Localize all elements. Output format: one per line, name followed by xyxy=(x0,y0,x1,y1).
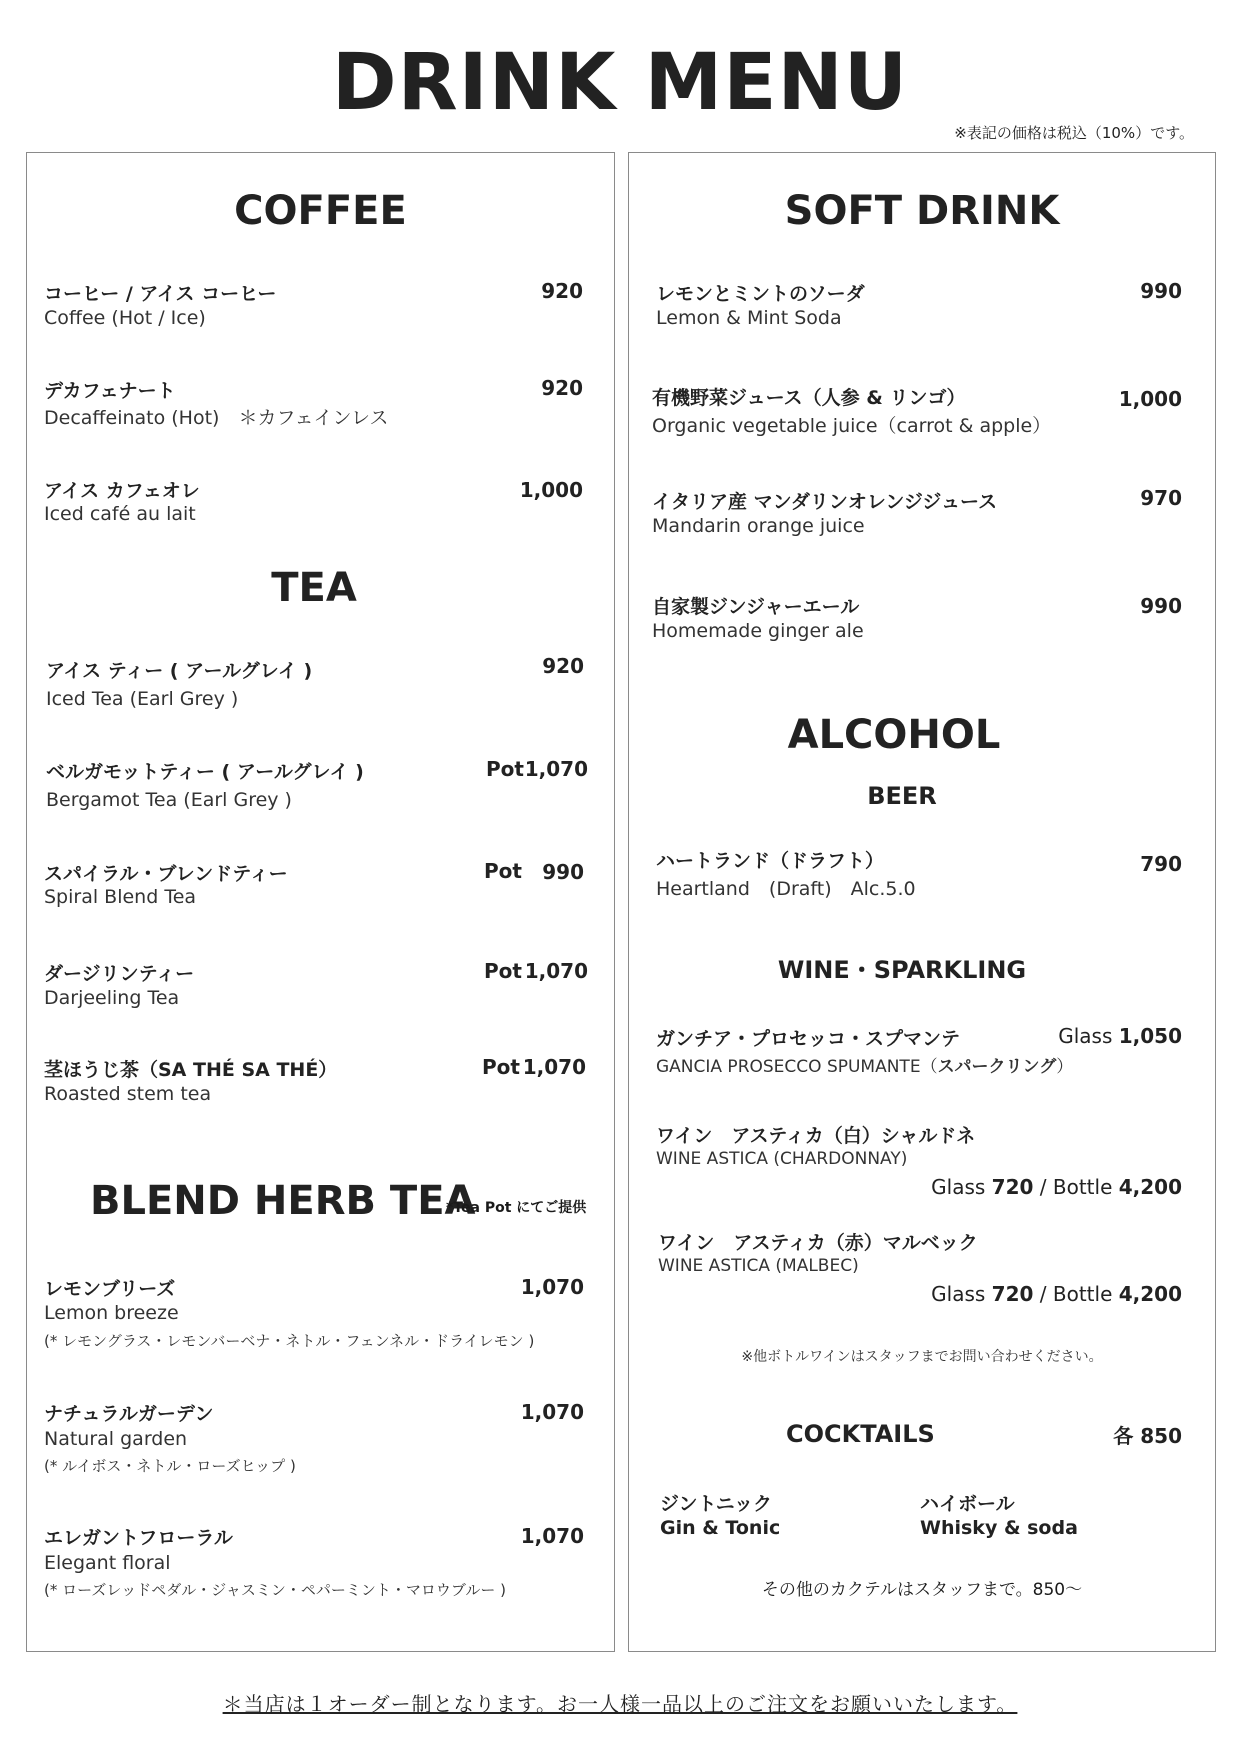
menu-item-jp: ワイン アスティカ（赤）マルベック xyxy=(658,1232,978,1254)
menu-item-price: 970 xyxy=(1140,486,1182,510)
menu-item-jp: イタリア産 マンダリンオレンジジュース xyxy=(652,491,998,513)
glass-bottle-price: Glass 720 / Bottle 4,200 xyxy=(931,1282,1182,1306)
menu-item-price: 1,070 xyxy=(524,959,588,983)
menu-item-price: 990 xyxy=(542,860,584,884)
cocktail-jp: ジントニック xyxy=(660,1493,773,1515)
menu-item-price: 1,070 xyxy=(524,757,588,781)
menu-item-price: 790 xyxy=(1140,852,1182,876)
beer-heading: BEER xyxy=(867,782,937,810)
menu-item-price: 1,000 xyxy=(1118,387,1182,411)
menu-item-jp: エレガントフローラル xyxy=(44,1527,233,1549)
menu-item-en: Darjeeling Tea xyxy=(44,987,180,1009)
menu-item-en: WINE ASTICA (CHARDONNAY) xyxy=(656,1149,908,1169)
menu-item-price: 990 xyxy=(1140,594,1182,618)
menu-item-en: GANCIA PROSECCO SPUMANTE（スパークリング） xyxy=(656,1057,1074,1077)
tax-note: ※表記の価格は税込（10%）です。 xyxy=(954,124,1194,142)
menu-item-price: 920 xyxy=(541,279,583,303)
menu-item-en: Natural garden xyxy=(44,1428,188,1450)
herb-tea-heading: BLEND HERB TEA xyxy=(90,1178,476,1224)
cocktail-jp: ハイボール xyxy=(920,1493,1015,1515)
menu-item-desc: (* レモングラス・レモンバーベナ・ネトル・フェンネル・ドライレモン ) xyxy=(44,1332,535,1350)
menu-item-en: Homemade ginger ale xyxy=(652,620,864,642)
coffee-heading: COFFEE xyxy=(234,188,407,234)
menu-item-jp: アイス ティー ( アールグレイ ) xyxy=(46,660,313,682)
menu-item-jp: コーヒー / アイス コーヒー xyxy=(44,283,277,305)
menu-item-en: Roasted stem tea xyxy=(44,1083,212,1105)
cocktail-en: Gin & Tonic xyxy=(660,1517,781,1539)
menu-item-price: 1,070 xyxy=(522,1055,586,1079)
menu-item-jp: デカフェナート xyxy=(44,380,176,402)
menu-item-en: Iced café au lait xyxy=(44,503,196,525)
menu-item-jp: レモンとミントのソーダ xyxy=(656,283,865,305)
footer-note: ＊当店は１オーダー制となります。お一人様一品以上のご注文をお願いいたします。 xyxy=(222,1692,1018,1716)
menu-item-jp: ベルガモットティー ( アールグレイ ) xyxy=(46,761,364,783)
tea-heading: TEA xyxy=(271,565,357,611)
menu-item-en: Spiral Blend Tea xyxy=(44,886,197,908)
cocktail-note: その他のカクテルはスタッフまで。850〜 xyxy=(761,1580,1083,1600)
menu-item-jp: ナチュラルガーデン xyxy=(44,1403,214,1425)
menu-item-price: 920 xyxy=(542,654,584,678)
menu-item-jp: 有機野菜ジュース（人参 & リンゴ） xyxy=(652,387,966,409)
menu-item-desc: (* ルイボス・ネトル・ローズヒップ ) xyxy=(44,1457,296,1475)
menu-item-en: Mandarin orange juice xyxy=(652,515,865,537)
menu-item-en: Iced Tea (Earl Grey ) xyxy=(46,688,239,710)
menu-item-jp: 茎ほうじ茶（SA THÉ SA THÉ） xyxy=(44,1059,338,1081)
menu-item-jp: ワイン アスティカ（白）シャルドネ xyxy=(656,1125,976,1147)
pot-label: Pot xyxy=(484,859,522,883)
menu-item-en: Coffee (Hot / Ice) xyxy=(44,307,206,329)
menu-item-desc: (* ローズレッドペダル・ジャスミン・ペパーミント・マロウブルー ) xyxy=(44,1581,506,1599)
menu-item-en: Elegant floral xyxy=(44,1552,171,1574)
glass-price: Glass 1,050 xyxy=(1058,1024,1182,1048)
menu-item-en: Bergamot Tea (Earl Grey ) xyxy=(46,789,292,811)
wine-note: ※他ボトルワインはスタッフまでお問い合わせください。 xyxy=(741,1349,1103,1365)
menu-item-price: 1,000 xyxy=(519,478,583,502)
herb-tea-note: *Tea Pot にてご提供 xyxy=(446,1200,587,1216)
menu-item-en: Lemon & Mint Soda xyxy=(656,307,842,329)
menu-item-jp: ダージリンティー xyxy=(44,963,195,985)
menu-item-jp: ハートランド（ドラフト） xyxy=(656,850,885,872)
menu-item-en: Lemon breeze xyxy=(44,1302,179,1324)
menu-item-jp: ガンチア・プロセッコ・スプマンテ xyxy=(656,1028,961,1050)
menu-item-jp: アイス カフェオレ xyxy=(44,480,200,502)
menu-item-en: Organic vegetable juice（carrot & apple） xyxy=(652,415,1052,437)
menu-item-jp: 自家製ジンジャーエール xyxy=(652,596,860,618)
menu-item-en: WINE ASTICA (MALBEC) xyxy=(658,1256,859,1276)
menu-item-price: 1,070 xyxy=(520,1524,584,1548)
menu-item-en: Heartland (Draft) Alc.5.0 xyxy=(656,878,916,900)
pot-label: Pot xyxy=(486,757,524,781)
cocktail-price: 各 850 xyxy=(1113,1424,1182,1448)
pot-label: Pot xyxy=(484,959,522,983)
menu-item-price: 1,070 xyxy=(520,1275,584,1299)
cocktail-en: Whisky & soda xyxy=(920,1517,1078,1539)
cocktails-heading: COCKTAILS xyxy=(786,1420,935,1448)
menu-item-price: 1,070 xyxy=(520,1400,584,1424)
pot-label: Pot xyxy=(482,1055,520,1079)
alcohol-heading: ALCOHOL xyxy=(787,712,1001,758)
menu-item-en: Decaffeinato (Hot) ＊カフェインレス xyxy=(44,407,389,429)
menu-item-price: 920 xyxy=(541,376,583,400)
glass-bottle-price: Glass 720 / Bottle 4,200 xyxy=(931,1175,1182,1199)
wine-heading: WINE・SPARKLING xyxy=(777,956,1027,984)
menu-item-price: 990 xyxy=(1140,279,1182,303)
soft-drink-heading: SOFT DRINK xyxy=(784,188,1060,234)
menu-item-jp: スパイラル・ブレンドティー xyxy=(44,863,288,885)
menu-item-jp: レモンブリーズ xyxy=(44,1278,176,1300)
page-title: DRINK MENU xyxy=(331,38,909,128)
